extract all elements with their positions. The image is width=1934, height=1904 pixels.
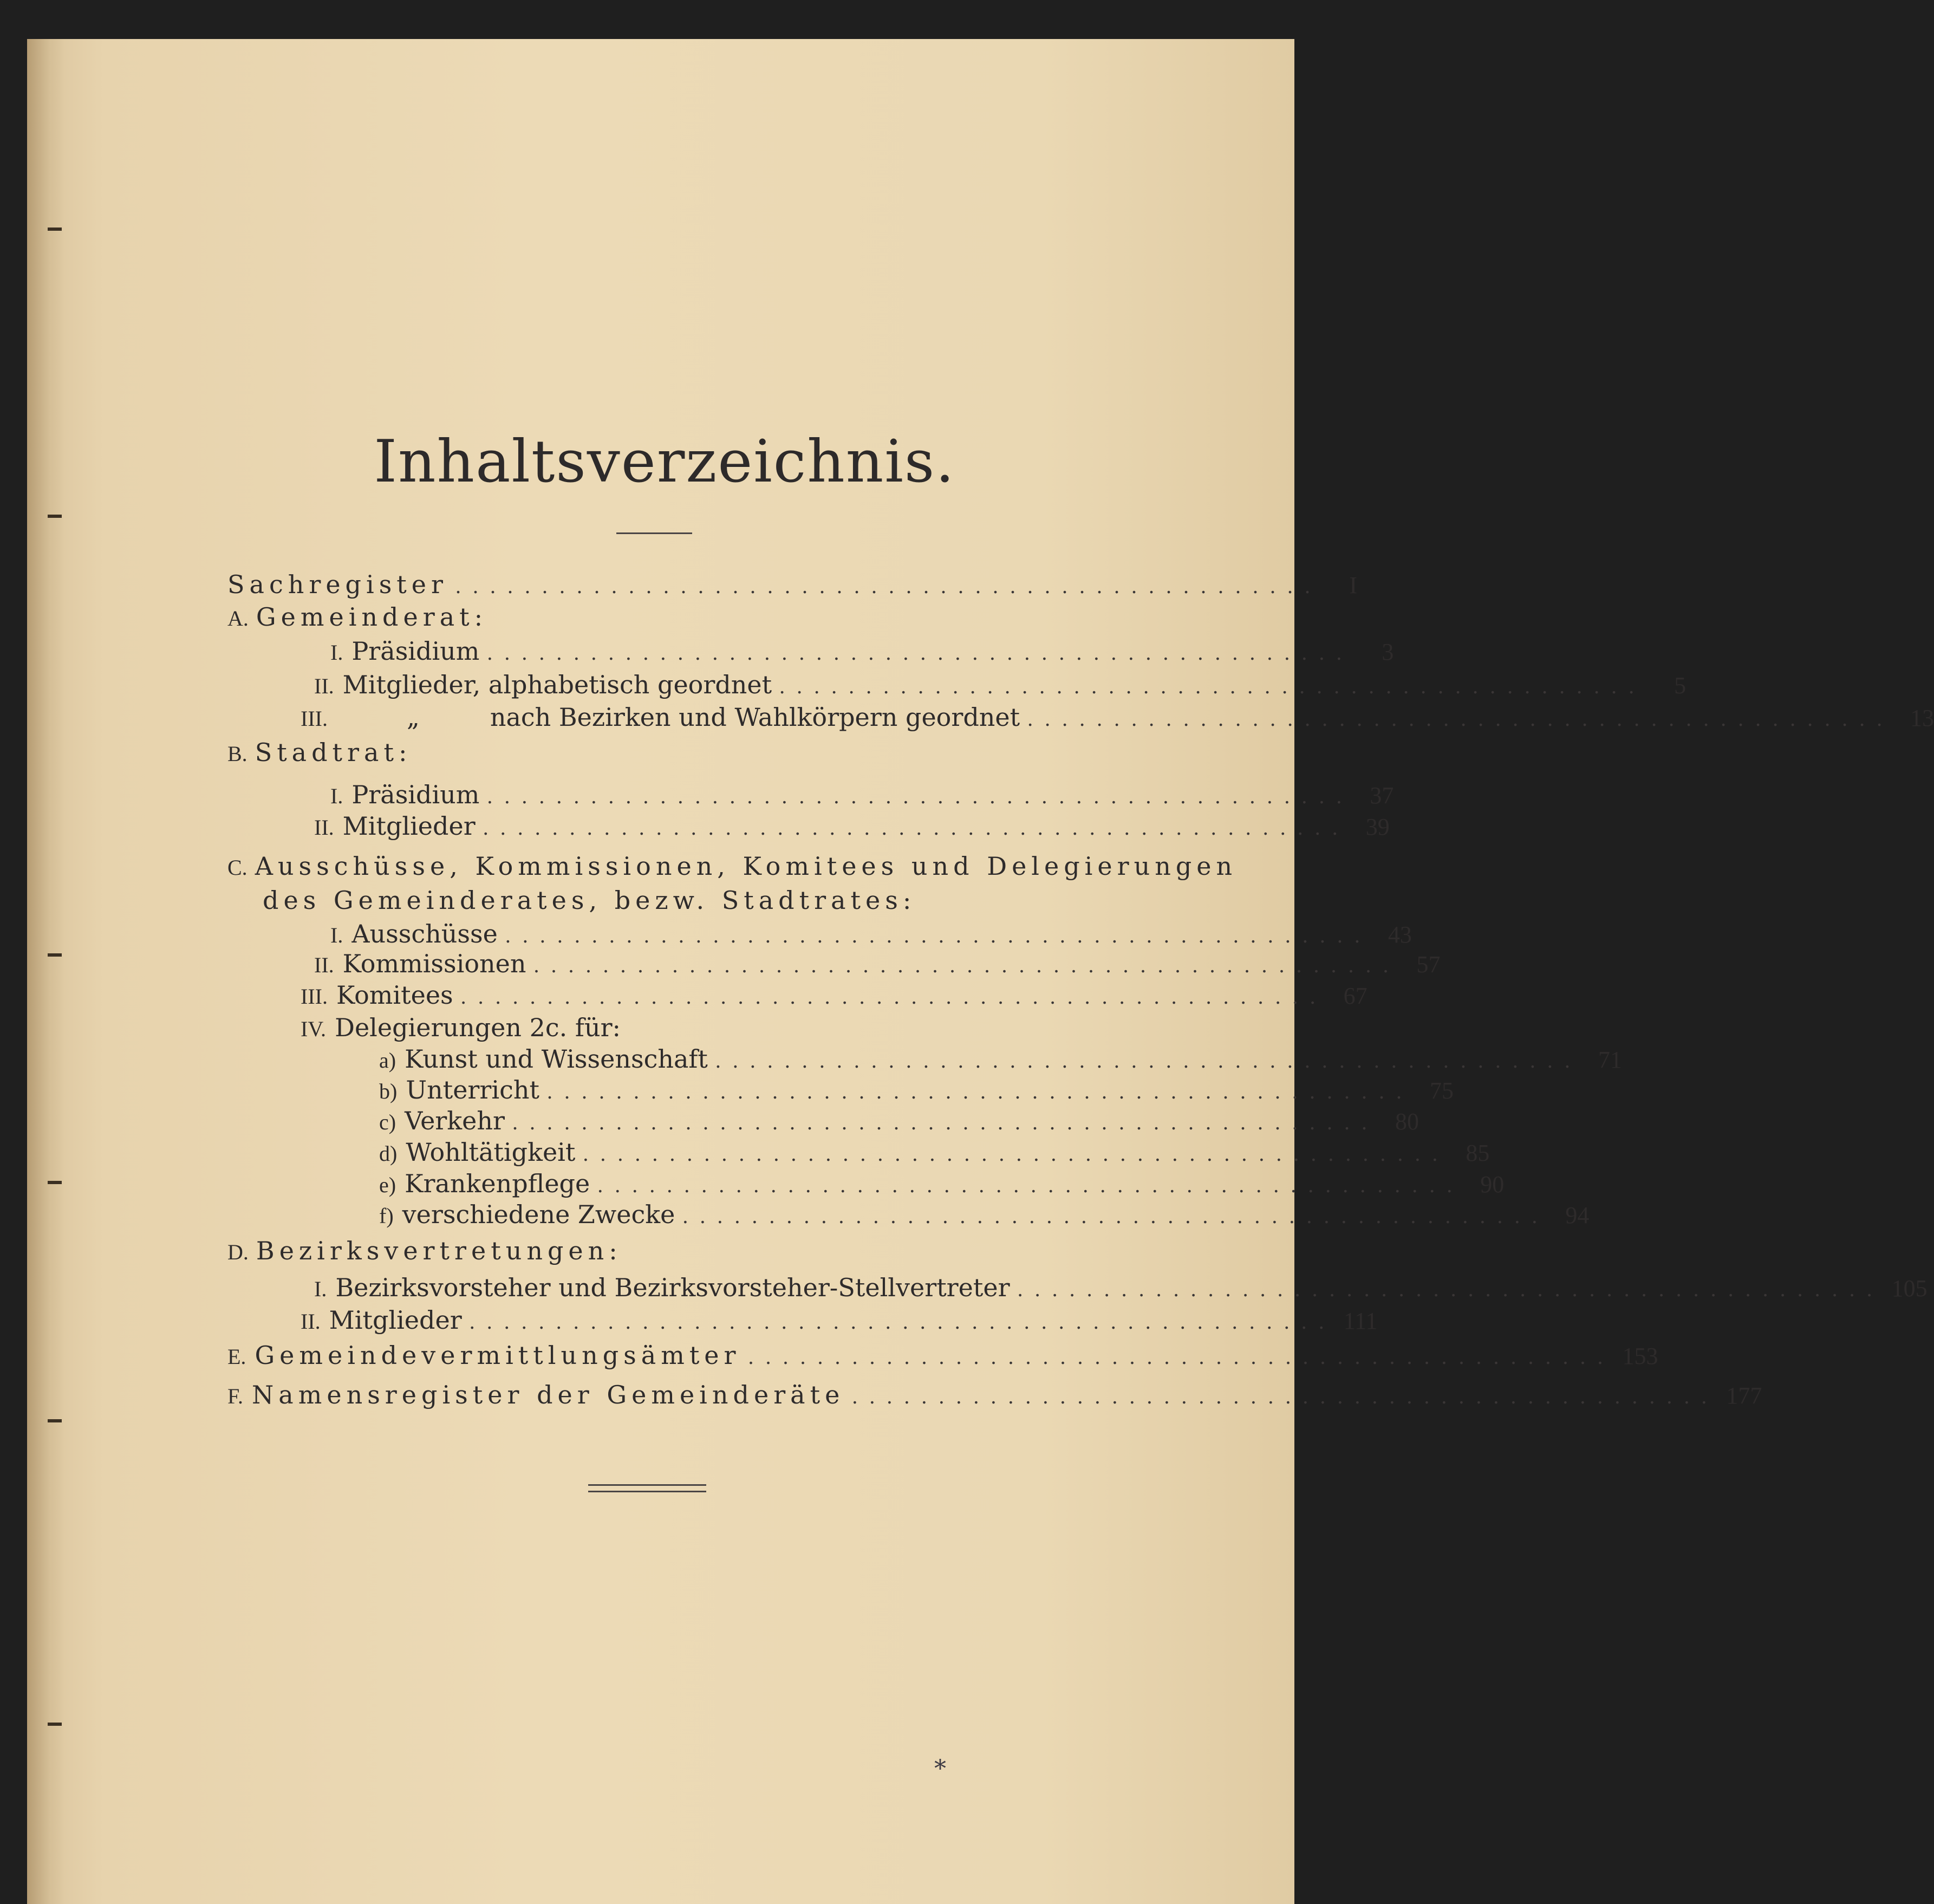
footer-asterisk: * — [934, 1755, 946, 1783]
section-heading: A. Gemeinderat: — [227, 602, 488, 632]
page-title: Inhaltsverzeichnis. — [374, 428, 955, 496]
closing-double-rule-bottom — [588, 1491, 706, 1492]
toc-entry: II. Mitglieder .................................................. 111 — [301, 1305, 1378, 1335]
section-heading: C. Ausschüsse, Kommissionen, Komitees und Delegierungen — [227, 852, 1238, 881]
toc-entry: II. Mitglieder .................................................. 39 — [314, 811, 1390, 841]
toc-entry: II. Kommissionen .................................................. 57 — [314, 949, 1441, 978]
toc-entry: II. Mitglieder, alphabetisch geordnet .................................................. 5 — [314, 670, 1686, 699]
toc-entry: I. Präsidium .................................................. 37 — [330, 780, 1394, 809]
toc-entry: e) Krankenpflege .................................................. 90 — [379, 1169, 1505, 1198]
toc-entry: Sachregister .................................................. I — [227, 570, 1362, 599]
toc-entry: I. Bezirksvorsteher und Bezirksvorsteher-Stellvertreter .................................................. 105 — [314, 1273, 1928, 1302]
toc-entry: III. Komitees .................................................. 67 — [301, 980, 1368, 1010]
toc-entry: f) verschiedene Zwecke .................................................. 94 — [379, 1200, 1590, 1229]
toc-entry: I. Ausschüsse .................................................. 43 — [330, 919, 1412, 948]
toc-entry: I. Präsidium .................................................. 3 — [330, 636, 1394, 666]
toc-entry: d) Wohltätigkeit .................................................. 85 — [379, 1138, 1490, 1167]
toc-entry: a) Kunst und Wissenschaft .................................................. 71 — [379, 1044, 1622, 1074]
toc-entry: F. Namensregister der Gemeinderäte .................................................. 177 — [227, 1380, 1762, 1409]
section-heading-continued: des Gemeinderates, bezw. Stadtrates: — [263, 886, 916, 915]
toc-entry: c) Verkehr .................................................. 80 — [379, 1106, 1419, 1135]
closing-double-rule-top — [588, 1484, 706, 1486]
section-heading: B. Stadtrat: — [227, 738, 412, 767]
toc-entry: E. Gemeindevermittlungsämter .................................................. 153 — [227, 1341, 1658, 1370]
section-heading: D. Bezirksvertretungen: — [227, 1236, 622, 1265]
toc-entry: IV. Delegierungen 2c. für: — [301, 1013, 621, 1042]
toc-entry: b) Unterricht .................................................. 75 — [379, 1075, 1454, 1104]
toc-entry: III. „ nach Bezirken und Wahlkörpern geordnet .................................................. 13 — [301, 703, 1934, 732]
